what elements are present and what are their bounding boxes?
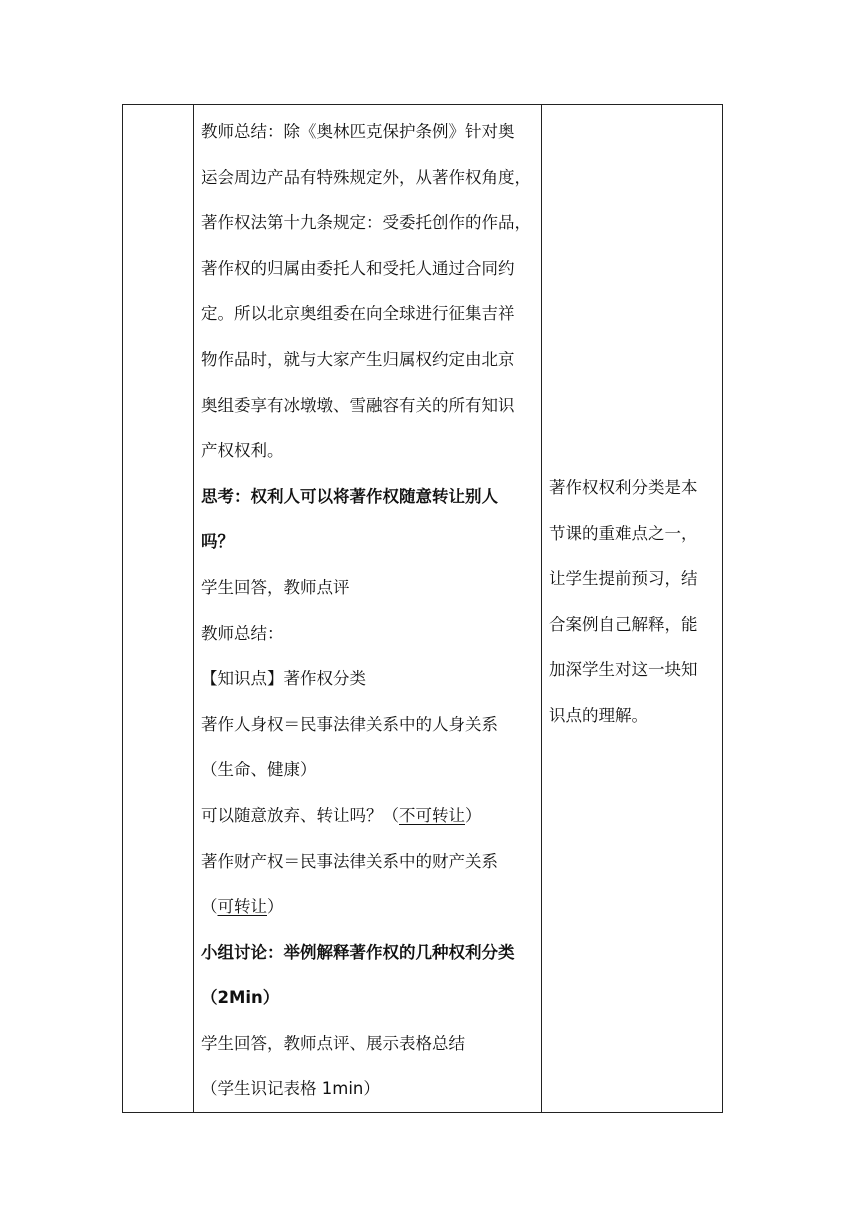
design-intent-line: 节课的重难点之一，: [549, 523, 698, 543]
summary-line: 运会周边产品有特殊规定外，从著作权角度，: [201, 167, 531, 187]
think-question-line: 思考：权利人可以将著作权随意转让别人: [201, 486, 498, 506]
summary-line: 奥组委享有冰墩墩、雪融容有关的所有知识: [201, 395, 515, 415]
summary-line: 教师总结：除《奥林匹克保护条例》针对奥: [201, 122, 515, 141]
property-right-line: 著作财产权＝民事法律关系中的财产关系: [201, 851, 498, 871]
student-memorize-line: （学生识记表格 1min）: [201, 1079, 380, 1099]
design-intent-cell: [542, 105, 723, 1113]
student-answer-line: 学生回答，教师点评、展示表格总结: [201, 1033, 465, 1053]
design-intent-line: 合案例自己解释，能: [549, 614, 698, 634]
group-discussion-line: 小组讨论：举例解释著作权的几种权利分类: [201, 942, 515, 962]
teacher-summary-label: 教师总结：: [201, 623, 284, 643]
table-row: [123, 105, 723, 1113]
design-intent-line: 识点的理解。: [549, 705, 648, 725]
stage-cell: [123, 105, 194, 1113]
summary-line: 物作品时，就与大家产生归属权约定由北京: [201, 349, 515, 369]
transfer-question-answer: 不可转让: [399, 805, 465, 825]
property-right-open: （: [201, 897, 218, 917]
personal-right-line: 著作人身权＝民事法律关系中的人身关系: [201, 714, 498, 734]
property-right-example: [201, 884, 537, 930]
property-right-answer: 可转让: [217, 897, 267, 917]
teaching-content-cell: [194, 105, 542, 1113]
property-right-close: ）: [267, 897, 284, 917]
personal-right-example: （生命、健康）: [201, 760, 317, 780]
design-intent-line: 加深学生对这一块知: [549, 660, 698, 680]
summary-line: 著作权的归属由委托人和受托人通过合同约: [201, 258, 515, 278]
summary-line: 产权权利。: [201, 441, 284, 461]
group-discussion-line: （2Min）: [201, 988, 280, 1008]
student-answer-line: 学生回答，教师点评: [201, 577, 350, 597]
design-intent-notes: [549, 465, 718, 739]
design-intent-line: 著作权权利分类是本: [549, 478, 698, 497]
knowledge-point-heading: 【知识点】著作权分类: [201, 669, 366, 689]
transfer-question-prefix: 可以随意放弃、转让吗？（: [201, 805, 399, 825]
transfer-question-suffix: ）: [465, 805, 482, 825]
lesson-plan-table: [122, 104, 723, 1113]
design-intent-line: 让学生提前预习，结: [549, 569, 698, 589]
summary-line: 定。所以北京奥组委在向全球进行征集吉祥: [201, 304, 515, 324]
transfer-question-line: [201, 793, 537, 839]
think-question-line: 吗？: [201, 532, 234, 552]
summary-line: 著作权法第十九条规定：受委托创作的作品，: [201, 213, 531, 233]
